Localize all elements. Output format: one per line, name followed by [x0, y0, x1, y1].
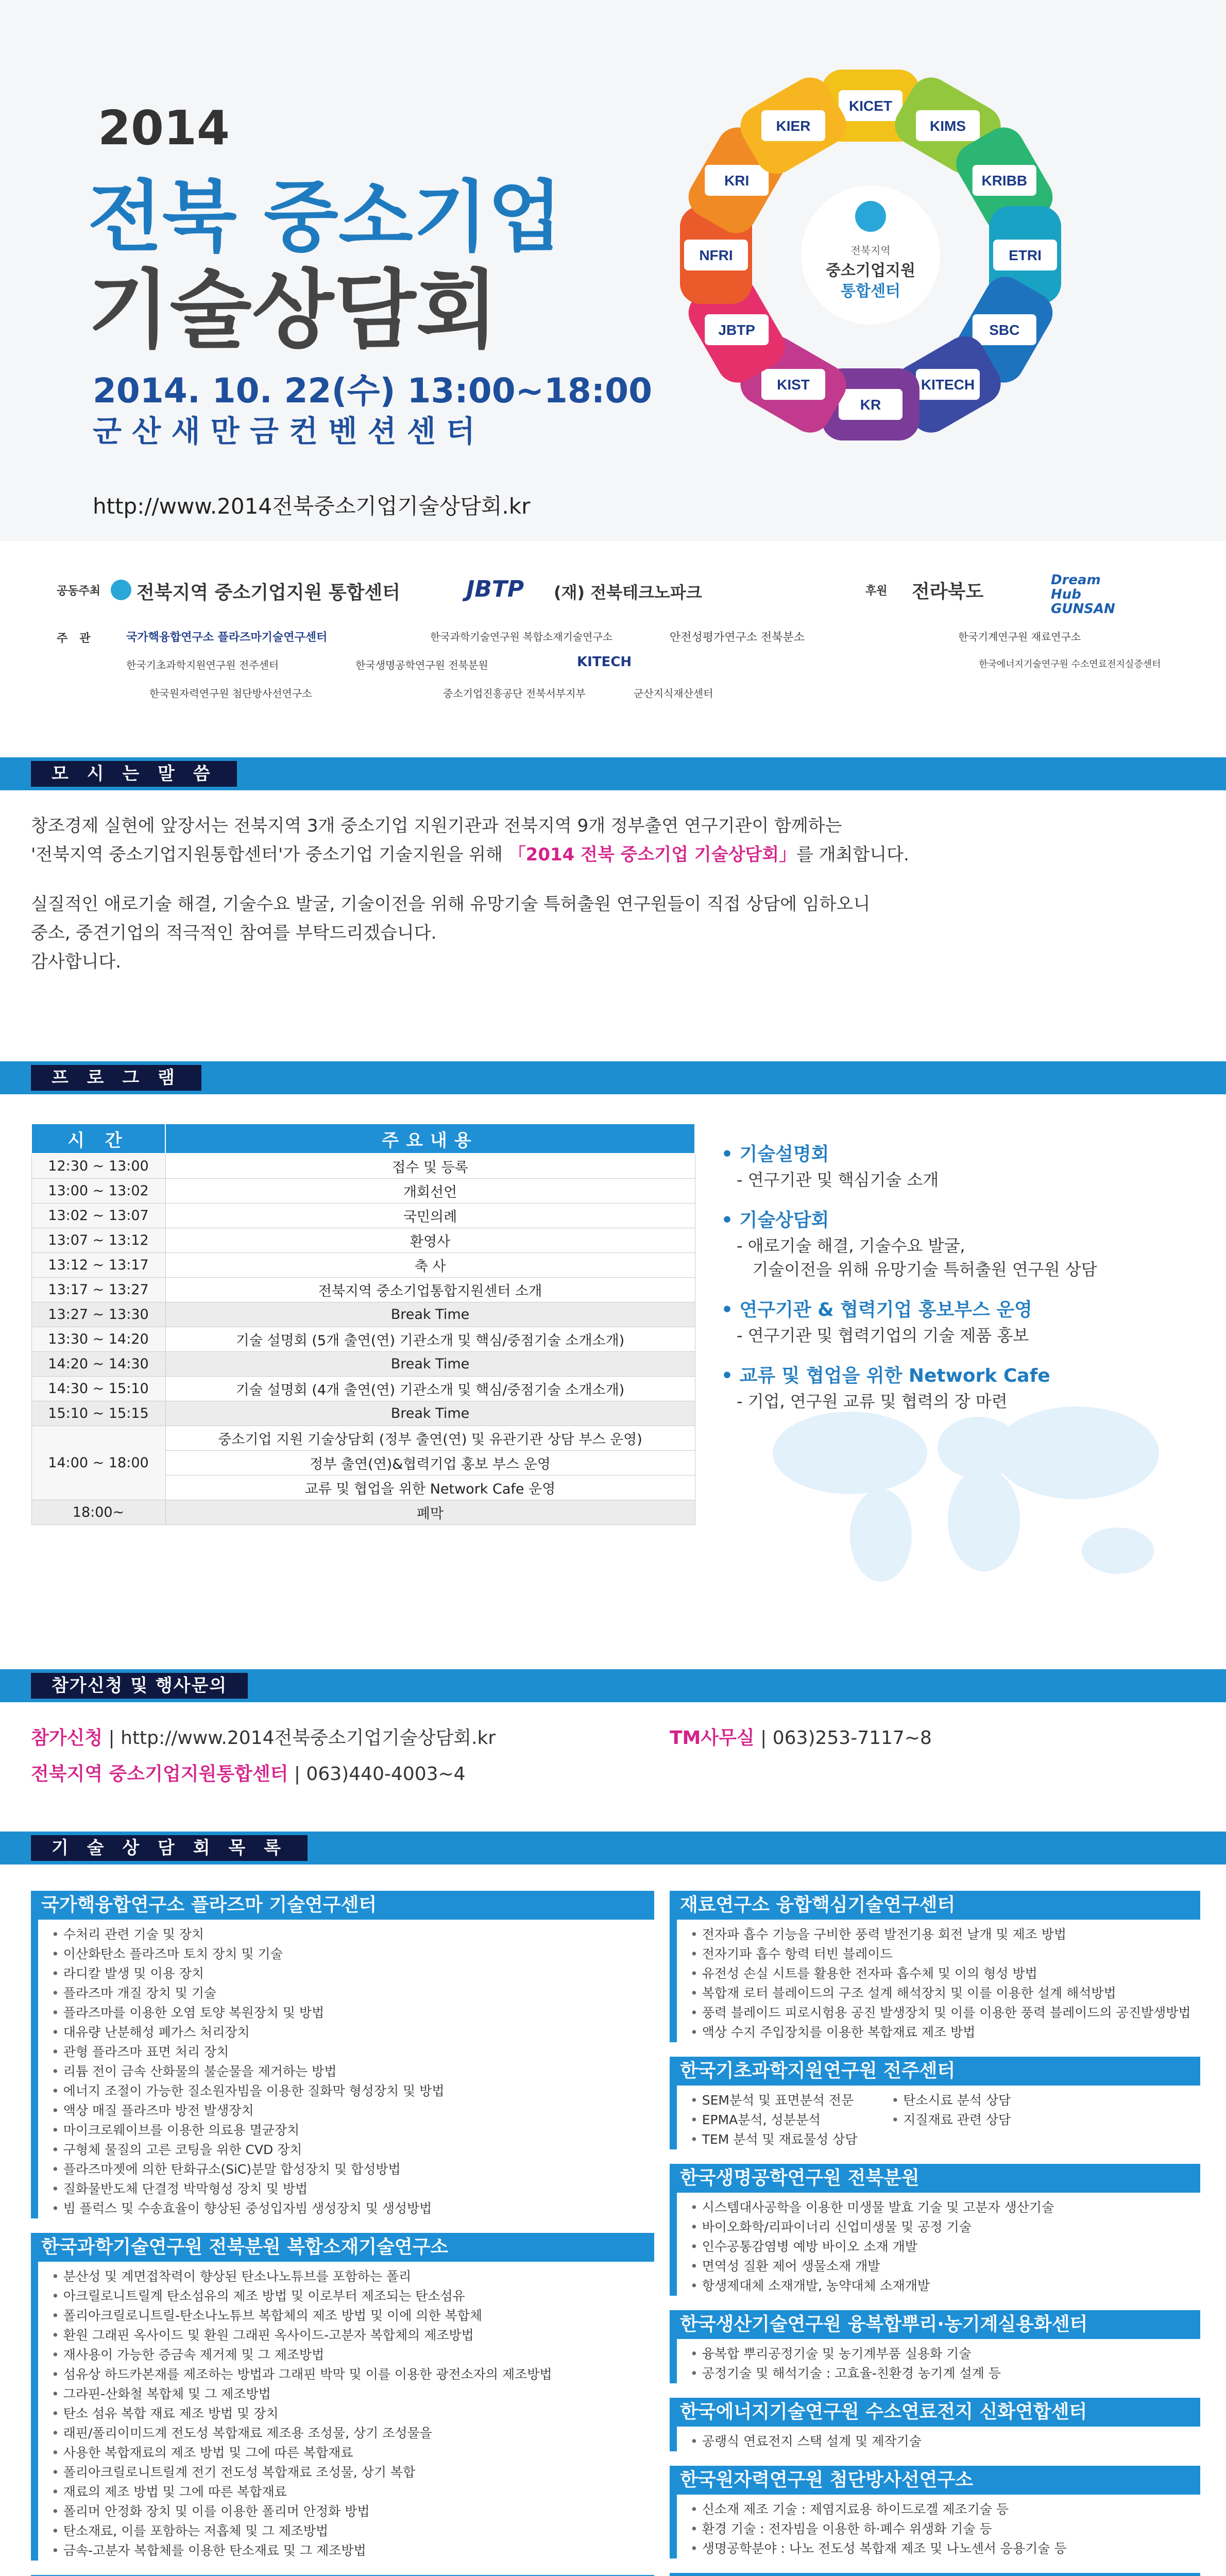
host1-mark [111, 580, 131, 600]
apply-band [0, 1669, 1226, 1702]
tech-item: • 전자파 흡수 기능을 구비한 풍력 발전기용 회전 날개 및 제조 방법 [690, 1925, 1191, 1944]
tech-section-title: 한국생명공학연구원 전북분원 [670, 2164, 1200, 2193]
tech-items [38, 2267, 654, 2561]
support2: Dream Hub GUNSAN [1051, 572, 1115, 617]
greeting-p3: 실질적인 애로기술 해결, 기술수요 발굴, 기술이전을 위해 유망기술 특허출원 연구원들이 직접 상담에 임하오니 [31, 894, 871, 914]
org3: 안전성평가연구소 전북분소 [670, 631, 805, 644]
tech-section-title: 한국과학기술연구원 전북분원 복합소재기술연구소 [31, 2233, 654, 2262]
program-block-content: 정부 출연(연)&협력기업 홍보 부스 운영 [165, 1450, 695, 1475]
tech-item: • 시스템대사공학을 이용한 미생물 발효 기술 및 고분자 생산기술 [690, 2198, 1054, 2217]
support-label: 후원 [865, 585, 888, 598]
tech-list-secondary [878, 2091, 1011, 2149]
greeting-text [31, 811, 1195, 976]
program-row [31, 1178, 695, 1203]
center-key: 전북지역 중소기업지원통합센터 [31, 1764, 288, 1785]
program-close-time: 18:00~ [31, 1500, 165, 1524]
tech-item: • 이산화탄소 플라즈마 토치 장치 및 기술 [52, 1944, 444, 1964]
program-time: 13:00 ~ 13:02 [31, 1178, 165, 1203]
host3: (재) 전북테크노파크 [554, 583, 702, 602]
tech-section [670, 2057, 1200, 2149]
program-side-bullet: • [721, 1210, 740, 1231]
program-side-line: - 연구기관 및 협력기업의 기술 제품 홍보 [737, 1326, 1029, 1345]
sponsors [0, 556, 1226, 732]
greeting-p4: 중소, 중견기업의 적극적인 참여를 부탁드리겠습니다. [31, 923, 437, 943]
petal-label: JBTP [718, 322, 755, 338]
org5: 한국기초과학지원연구원 전주센터 [126, 659, 279, 671]
petal-label: SBC [989, 322, 1020, 338]
tech-section-title: 한국생산기술연구원 융복합뿌리·농기계실용화센터 [670, 2310, 1200, 2339]
program-side-title-text: 기술설명회 [739, 1144, 829, 1165]
program-side-bullet: • [721, 1144, 740, 1165]
greeting-p5: 감사합니다. [31, 952, 122, 972]
tech-item: • 재사용이 가능한 증금속 제거제 및 그 제조방법 [52, 2345, 552, 2365]
program-side [721, 1141, 1216, 1429]
tech-list [677, 2500, 1067, 2558]
tech-item: • 폴리아크릴로니트릴-탄소나노튜브 복합체의 제조 방법 및 이에 의한 복합체 [52, 2306, 552, 2326]
program-side-item [721, 1207, 1216, 1281]
program-time: 13:07 ~ 13:12 [31, 1228, 165, 1252]
tech-item: • 환원 그래핀 옥사이드 및 환원 그래핀 옥사이드-고분자 복합체의 제조방법 [52, 2326, 552, 2345]
tm-phone: | 063)253-7117~8 [754, 1727, 932, 1749]
tech-items [677, 1925, 1200, 2042]
apply-key: 참가신청 [31, 1727, 103, 1749]
program-time: 14:30 ~ 15:10 [31, 1376, 165, 1401]
org8: 한국에너지기술연구원 수소연료전지실증센터 [979, 659, 1161, 670]
greeting-p2-pre: '전북지역 중소기업지원통합센터'가 중소기업 기술지원을 위해 [31, 844, 508, 865]
tech-item: • 플라즈마 개질 장치 및 기술 [52, 1984, 444, 2003]
tech-item: • 마이크로웨이브를 이용한 의료용 멸균장치 [52, 2121, 444, 2140]
program-content: 기술 설명회 (5개 출연(연) 기관소개 및 핵심/중점기술 소개소개) [165, 1327, 695, 1351]
apply-line2 [31, 1759, 466, 1786]
tech-item: • 구형체 물질의 고른 코팅을 위한 CVD 장치 [52, 2140, 444, 2160]
tech-list [677, 2091, 857, 2149]
apply-label: 참가신청 및 행사문의 [31, 1673, 248, 1699]
greeting-label: 모 시 는 말 씀 [31, 761, 237, 787]
tech-list [677, 2198, 1054, 2296]
program-side-line: 기술이전을 위해 유망기술 특허출원 연구원 상담 [737, 1260, 1097, 1279]
tech-section [670, 2164, 1200, 2296]
tech-section-title: 한국기초과학지원연구원 전주센터 [670, 2057, 1200, 2086]
center-small-label: 전북지역 [850, 244, 891, 257]
tech-item: • 폴리아크릴로니트릴계 전기 전도성 복합재료 조성물, 상기 복합 [52, 2463, 552, 2482]
program-side-title [721, 1297, 1216, 1324]
org10: 중소기업진흥공단 전북서부지부 [443, 687, 586, 700]
program-close-row [31, 1500, 695, 1524]
tech-item: • 대유량 난분해성 폐가스 처리장치 [52, 2023, 444, 2042]
host2: JBTP [466, 576, 524, 602]
program-content: 기술 설명회 (4개 출연(연) 기관소개 및 핵심/중점기술 소개소개) [165, 1376, 695, 1401]
tech-item: • SEM분석 및 표면분석 전문 [690, 2091, 857, 2110]
title-line2: 기술상담회 [88, 261, 498, 360]
tech-section [670, 2466, 1200, 2558]
tech-item: • 분산성 및 계면접착력이 향상된 탄소나노튜브를 포함하는 폴리 [52, 2267, 552, 2286]
greeting-p1: 창조경제 실현에 앞장서는 전북지역 3개 중소기업 지원기관과 전북지역 9개 정부출연 연구기관이 함께하는 [31, 816, 842, 836]
program-content: Break Time [165, 1351, 695, 1376]
greeting-p2-post: 를 개최합니다. [796, 844, 909, 865]
program-time: 13:27 ~ 13:30 [31, 1302, 165, 1327]
program-side-title [721, 1363, 1216, 1389]
tech-item: • 액상 매질 플라즈마 방전 발생장치 [52, 2101, 444, 2121]
petal-label: KIMS [930, 117, 966, 134]
tech-item: • 탄소시료 분석 상담 [891, 2091, 1011, 2110]
tech-section [31, 2233, 654, 2561]
program-time: 13:17 ~ 13:27 [31, 1277, 165, 1302]
program-time: 13:30 ~ 14:20 [31, 1327, 165, 1351]
petal-label: KIER [776, 117, 811, 134]
petal-label: KRI [724, 173, 750, 189]
org2: 한국과학기술연구원 복합소재기술연구소 [430, 631, 613, 643]
tech-items [38, 1925, 654, 2218]
program-side-title [721, 1141, 1216, 1168]
center-phone: | 063)440-4003~4 [288, 1764, 466, 1785]
tech-item: • TEM 분석 및 재료물성 상담 [690, 2130, 857, 2149]
support1: 전라북도 [912, 581, 984, 602]
tech-item: • 탄소재료, 이를 포함하는 저흡체 및 그 제조방법 [52, 2521, 552, 2541]
program-side-bullet: • [721, 1365, 740, 1386]
program-row [31, 1327, 695, 1351]
apply-tm [670, 1723, 932, 1750]
host1: 전북지역 중소기업지원 통합센터 [137, 582, 400, 603]
tech-item: • 수처리 관련 기술 및 장치 [52, 1925, 444, 1944]
program-th-content: 주요내용 [165, 1124, 695, 1154]
program-row [31, 1401, 695, 1426]
petal-label: KITECH [921, 377, 975, 393]
apply-line1 [31, 1723, 496, 1750]
program-content: 개회선언 [165, 1178, 695, 1203]
program-th-time: 시 간 [31, 1124, 165, 1154]
program-label: 프 로 그 램 [31, 1065, 201, 1091]
title-line1: 전북 중소기업 [88, 173, 563, 262]
tech-item: • 전자기파 흡수 항력 터빈 블레이드 [690, 1944, 1191, 1964]
program-content: 전북지역 중소기업통합지원센터 소개 [165, 1277, 695, 1302]
program-close-content: 폐막 [165, 1500, 695, 1524]
tech-item: • 지질재료 관련 상담 [891, 2110, 1011, 2130]
tech-section-title: 재료연구소 융합핵심기술연구센터 [670, 1891, 1200, 1920]
event-venue: 군 산 새 만 금 컨 벤 션 센 터 [93, 414, 475, 449]
tech-item: • 면역성 질환 제어 생물소재 개발 [690, 2257, 1054, 2276]
program-content: Break Time [165, 1401, 695, 1426]
world-map [757, 1391, 1169, 1592]
program-side-title-text: 교류 및 협업을 위한 Network Cafe [739, 1365, 1050, 1386]
tech-item: • EPMA분석, 성분분석 [690, 2110, 857, 2130]
event-date: 2014. 10. 22(수) 13:00~18:00 [93, 371, 653, 411]
tech-item: • 복합재 로터 블레이드의 구조 설계 해석장치 및 이를 이용한 설계 해석방법 [690, 1984, 1191, 2003]
petal-label: KRIBB [981, 173, 1028, 189]
tech-section-title: 한국에너지기술연구원 수소연료전지 신화연합센터 [670, 2398, 1200, 2427]
greeting-event-name: 「2014 전북 중소기업 기술상담회」 [508, 844, 797, 865]
org1: 국가핵융합연구소 플라즈마기술연구센터 [126, 631, 328, 644]
tech-item: • 아크릴로니트릴계 탄소섬유의 제조 방법 및 이로부터 제조되는 탄소섬유 [52, 2286, 552, 2306]
program-time: 12:30 ~ 13:00 [31, 1154, 165, 1178]
program-table [31, 1123, 695, 1525]
tech-item: • 유전성 손실 시트를 활용한 전자파 흡수체 및 이의 형성 방법 [690, 1964, 1191, 1984]
tech-items [677, 2500, 1200, 2558]
logo-ring [623, 31, 1118, 474]
program-row [31, 1252, 695, 1277]
program-side-bullet: • [721, 1299, 740, 1320]
program-side-title-text: 연구기관 & 협력기업 홍보부스 운영 [739, 1299, 1032, 1320]
tech-item: • 사용한 복합재료의 제조 방법 및 그에 따른 복합재료 [52, 2443, 552, 2463]
tech-item: • 그라핀-산화철 복합체 및 그 제조방법 [52, 2384, 552, 2404]
program-side-item [721, 1141, 1216, 1192]
tech-section-title [670, 2573, 1200, 2576]
tech-items [677, 2432, 1200, 2451]
program-block-time: 14:00 ~ 18:00 [31, 1426, 165, 1500]
year: 2014 [98, 100, 230, 156]
tech-item: • 바이오화학/리파이너리 신업미생물 및 공정 기술 [690, 2217, 1054, 2237]
tech-list [38, 1925, 444, 2218]
tech-item: • 플라즈마를 이용한 오염 토양 복원장치 및 방법 [52, 2003, 444, 2023]
org11: 군산지식재산센터 [634, 687, 713, 700]
program-time: 13:12 ~ 13:17 [31, 1252, 165, 1277]
organizer-label: 주 관 [57, 632, 91, 645]
tech-item: • 금속-고분자 복합체를 이용한 탄소재료 및 그 제조방법 [52, 2541, 552, 2561]
program-side-line: - 기업, 연구원 교류 및 협력의 장 마련 [737, 1392, 1008, 1411]
tech-item: • 생명공학분야 : 나노 전도성 복합재 제조 및 나노센서 응용기술 등 [690, 2539, 1067, 2558]
org7: KITECH [577, 654, 632, 670]
program-block-content: 중소기업 지원 기술상담회 (정부 출연(연) 및 유관기관 상담 부스 운영) [165, 1426, 695, 1450]
tm-key: TM사무실 [670, 1727, 755, 1749]
petal-label: KIST [777, 377, 810, 393]
center-logo [801, 185, 940, 325]
org4: 한국기계연구원 재료연구소 [958, 631, 1081, 643]
tech-item: • 플라즈마젯에 의한 탄화규소(SiC)분말 합성장치 및 합성방법 [52, 2160, 444, 2179]
petal-label: KR [860, 397, 881, 413]
center-logo-icon [855, 201, 886, 232]
program-time: 13:02 ~ 13:07 [31, 1203, 165, 1228]
tech-section-title: 한국원자력연구원 첨단방사선연구소 [670, 2466, 1200, 2495]
program-row [31, 1154, 695, 1178]
tech-band [0, 1832, 1226, 1865]
program-row [31, 1277, 695, 1302]
program-block-row [31, 1426, 695, 1450]
program-content: 환영사 [165, 1228, 695, 1252]
program-side-item [721, 1297, 1216, 1347]
program-row [31, 1203, 695, 1228]
tech-item: • 인수공통감염병 예방 바이오 소재 개발 [690, 2237, 1054, 2257]
host-label: 공동주최 [57, 585, 101, 598]
tech-section [670, 1891, 1200, 2042]
tech-item: • 액상 수지 주입장치를 이용한 복합재료 제조 방법 [690, 2023, 1191, 2042]
tech-section [31, 1891, 654, 2218]
greeting-p2 [31, 840, 1195, 869]
tech-right-column [670, 1891, 1200, 2576]
tech-list [38, 2267, 552, 2561]
program-row [31, 1228, 695, 1252]
greeting-band [0, 757, 1226, 790]
program-side-title-text: 기술상담회 [739, 1210, 829, 1231]
tech-item: • 폴리머 안정화 장치 및 이를 이용한 폴리머 안정화 방법 [52, 2502, 552, 2521]
tech-item: • 신소재 제조 기술 : 제염지료용 하이드로겔 제조기술 등 [690, 2500, 1067, 2519]
tech-label: 기 술 상 담 회 목 록 [31, 1835, 308, 1861]
petal-label: NFRI [699, 247, 733, 263]
program-table-wrap [31, 1123, 695, 1525]
program-band [0, 1061, 1226, 1094]
tech-items [677, 2091, 1200, 2149]
tech-item: • 공랭식 연료전지 스택 설계 및 제작기술 [690, 2432, 922, 2451]
tech-item: • 래핀/폴리이미드계 전도성 복합재료 제조용 조성물, 상기 조성물을 [52, 2424, 552, 2443]
tech-item: • 융복합 뿌리공정기술 및 농기계부품 실용화 기술 [690, 2344, 1001, 2364]
tech-items [677, 2344, 1200, 2383]
org9: 한국원자력연구원 첨단방사선연구소 [149, 687, 312, 700]
program-row [31, 1376, 695, 1401]
event-url[interactable]: http://www.2014전북중소기업기술상담회.kr [93, 494, 531, 519]
org6: 한국생명공학연구원 전북분원 [355, 659, 488, 671]
program-row [31, 1302, 695, 1327]
petal-label: KICET [849, 98, 892, 114]
tech-items [677, 2198, 1200, 2296]
petal-label: ETRI [1009, 247, 1042, 263]
tech-item: • 풍력 블레이드 피로시험용 공진 발생장치 및 이를 이용한 풍력 블레이드의 공진발생방법 [690, 2003, 1191, 2023]
program-content: 축 사 [165, 1252, 695, 1277]
tech-item: • 재료의 제조 방법 및 그에 따른 복합재료 [52, 2482, 552, 2502]
program-row [31, 1351, 695, 1376]
tech-section [670, 2573, 1200, 2576]
apply-url[interactable]: | http://www.2014전북중소기업기술상담회.kr [103, 1727, 496, 1749]
program-content: Break Time [165, 1302, 695, 1327]
tech-section-title: 국가핵융합연구소 플라즈마 기술연구센터 [31, 1891, 654, 1920]
center-sub-label: 통합센터 [841, 282, 900, 300]
tech-item: • 탄소 섬유 복합 재료 제조 방법 및 장치 [52, 2404, 552, 2424]
tech-item: • 라디칼 발생 및 이용 장치 [52, 1964, 444, 1984]
program-side-line: - 연구기관 및 핵심기술 소개 [737, 1170, 939, 1190]
program-block-content: 교류 및 협업을 위한 Network Cafe 운영 [165, 1475, 695, 1500]
program-time: 14:20 ~ 14:30 [31, 1351, 165, 1376]
tech-section [670, 2310, 1200, 2383]
program-time: 15:10 ~ 15:15 [31, 1401, 165, 1426]
tech-left-column [31, 1891, 654, 2576]
tech-item: • 관형 플라즈마 표면 처리 장치 [52, 2042, 444, 2062]
tech-item: • 질화물반도체 단결정 박막형성 장치 및 방법 [52, 2179, 444, 2199]
program-side-title [721, 1207, 1216, 1234]
tech-list [677, 2432, 922, 2451]
tech-item: • 항생제대체 소재개발, 농약대체 소재개발 [690, 2276, 1054, 2296]
tech-item: • 환경 기술 : 전자빔을 이용한 하·폐수 위생화 기술 등 [690, 2519, 1067, 2539]
program-side-line: - 애로기술 해결, 기술수요 발굴, [737, 1236, 965, 1256]
center-label: 중소기업지원 [826, 262, 915, 280]
tech-item: • 빔 플럭스 및 수송효율이 향상된 중성입자빔 생성장치 및 생성방법 [52, 2199, 444, 2218]
tech-list [677, 1925, 1191, 2042]
program-content: 국민의례 [165, 1203, 695, 1228]
tech-section [670, 2398, 1200, 2451]
header [0, 0, 1226, 541]
program-content: 접수 및 등록 [165, 1154, 695, 1178]
tech-item: • 에너지 조절이 가능한 질소원자빔을 이용한 질화막 형성장치 및 방법 [52, 2081, 444, 2101]
tech-item: • 섬유상 하드카본재를 제조하는 방법과 그래핀 박막 및 이를 이용한 광전소자의 제조방법 [52, 2365, 552, 2384]
tech-list [677, 2344, 1001, 2383]
tech-item: • 리튬 전이 금속 산화물의 불순물을 제거하는 방법 [52, 2062, 444, 2081]
tech-item: • 공정기술 및 해석기술 : 고효율-친환경 농기계 설계 등 [690, 2364, 1001, 2383]
